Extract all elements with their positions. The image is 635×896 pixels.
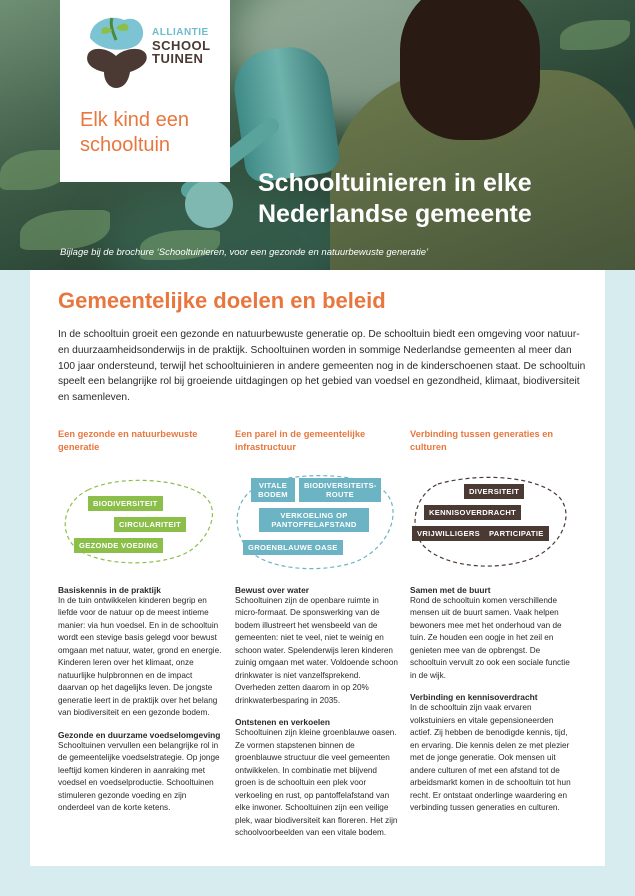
column-title: Verbinding tussen generaties en culturen: [410, 429, 554, 452]
logo-wordmark: [152, 28, 211, 66]
column-parel-infrastructuur: [235, 428, 400, 839]
block-heading: Samen met de buurt: [410, 585, 491, 595]
block-text: In de schooltuin zijn vaak ervaren volkstuiniers en vitale gepensioneerden actief. Zij hebben de benodigde kennis, tijd, en ervaring. Die kennis delen ze met plezier met de jonge generatie. Ook mensen uit andere culturen of met een afstand tot de arbeidsmarkt komen in de schooltuin tot hun recht. Er ontstaat onderlinge waardering en verbinding tussen generaties en culturen.: [410, 703, 571, 813]
tag-diagram: [58, 470, 223, 575]
tag-kennisoverdracht: KENNISOVERDRACHT: [424, 505, 521, 520]
tag-label: VITALE BODEM: [258, 481, 288, 500]
block-heading: Gezonde en duurzame voedselomgeving: [58, 729, 221, 740]
logo-line-1: ALLIANTIE: [152, 27, 209, 38]
tag-diversiteit: DIVERSITEIT: [464, 484, 524, 499]
column-verbinding: [410, 428, 575, 815]
tag-vrijwilligers: VRIJWILLIGERS: [412, 526, 485, 541]
content-card: [30, 270, 605, 866]
hero-subtitle: Bijlage bij de brochure ‘Schooltuinieren, voor een gezonde en natuurbewuste generatie’: [60, 247, 429, 258]
tag-participatie: PARTICIPATIE: [484, 526, 549, 541]
column-title: Een parel in de gemeentelijke infrastructuur: [235, 429, 366, 452]
logo-icon: [82, 10, 152, 90]
block-text: Schooltuinen vervullen een belangrijke rol in de gemeentelijke voedselstrategie. Op jonge leeftijd komen kinderen in aanraking met voedsel en voedselproductie. Schooltuinen stimuleren gezonde voeding en zijn onderdeel van de korte ketens.: [58, 740, 220, 813]
tag-label: BIODIVERSITEITS-ROUTE: [304, 481, 377, 500]
logo-panel: [60, 0, 230, 182]
tag-biodiversiteitsroute: [299, 478, 381, 502]
logo-line-3: TUINEN: [152, 51, 204, 67]
hero-title: Schooltuinieren in elke Nederlandse gemeente: [258, 169, 532, 229]
tag-diagram: [410, 470, 575, 575]
tag-gezonde-voeding: GEZONDE VOEDING: [74, 538, 163, 553]
tag-biodiversiteit: BIODIVERSITEIT: [88, 496, 163, 511]
tagline: Elk kind een schooltuin: [80, 109, 189, 156]
block-text: In de tuin ontwikkelen kinderen begrip en liefde voor de natuur op de meest intieme manier: via hun voedsel. En in de schooltuin wordt een stevige basis gelegd voor bewust omgaan met natuur, water, grond en energie. Kinderen leren over het klimaat, onze natuurlijke hulpbronnen en de impact daarvan op het dagelijks leven. De jongste generatie leert in de praktijk over het belang van biodiversiteit en een gezonde bodem.: [58, 596, 222, 718]
tag-verkoeling: [259, 508, 369, 532]
block-text: Rond de schooltuin komen verschillende mensen uit de buurt samen. Vaak helpen bewoners mee met het onderhoud van de tuin. Ze houden een oogje in het zeil en genieten mee van de opbrengst. De schooltuin vervult zo ook een sociale functie in de wijk.: [410, 596, 570, 680]
column-title: Een gezonde en natuurbewuste generatie: [58, 429, 198, 452]
tag-circulariteit: CIRCULARITEIT: [114, 517, 186, 532]
block-heading: Ontstenen en verkoelen: [235, 717, 330, 728]
tag-label: VERKOELING OP PANTOFFELAFSTAND: [271, 511, 357, 530]
logo-line-2: SCHOOL: [152, 37, 211, 53]
intro-paragraph: In de schooltuin groeit een gezonde en natuurbewuste generatie op. De schooltuin biedt een omgeving voor natuur- en duurzaamheidsonderwijs in de praktijk. Schooltuinen worden in sommige Nederlandse gemeenten al meer dan 100 jaar ondersteund, terwijl het schooltuinieren in andere gemeenten nog in de kinderschoenen staat. De schooltuin speelt een belangrijke rol bij groeiende uitdagingen op het gebied van voedsel en gezondheid, klimaat, biodiversiteit en samenleven.: [58, 329, 586, 404]
block-heading: Bewust over water: [235, 585, 310, 595]
tag-groenblauwe-oase: GROENBLAUWE OASE: [243, 540, 343, 555]
tag-diagram: [235, 470, 400, 575]
block-text: Schooltuinen zijn kleine groenblauwe oasen. Ze vormen stapstenen binnen de groenblauwe structuur die veel gemeenten ontwikkelen. In combinatie met blijvend groen is de schooltuin een plek voor verkoeling en rust, op pantoffelafstand van elke inwoner. Schooltuinen zijn een veilige plek, waar biodiversiteit kan floreren. Het zijn schoolvoorbeelden van een vitale bodem.: [235, 728, 398, 837]
section-heading: Gemeentelijke doelen en beleid: [58, 288, 386, 313]
hero-photo: [0, 0, 635, 270]
column-gezonde-generatie: [58, 428, 223, 815]
block-text: Schooltuinen zijn de openbare ruimte in micro-formaat. De sponswerking van de bodem illustreert het wensbeeld van de gemeenten: niet te veel, niet te weinig en schoon water. Spelenderwijs leren kinderen zuinig omgaan met water. Voldoende schoon drinkwater is niet vanzelfsprekend. Overheden zetten daarom in op 20% drinkwaterbesparing in 2035.: [235, 596, 398, 705]
block-heading: Basiskennis in de praktijk: [58, 585, 161, 595]
block-heading: Verbinding en kennisoverdracht: [410, 692, 538, 703]
tag-vitale-bodem: [251, 478, 295, 502]
